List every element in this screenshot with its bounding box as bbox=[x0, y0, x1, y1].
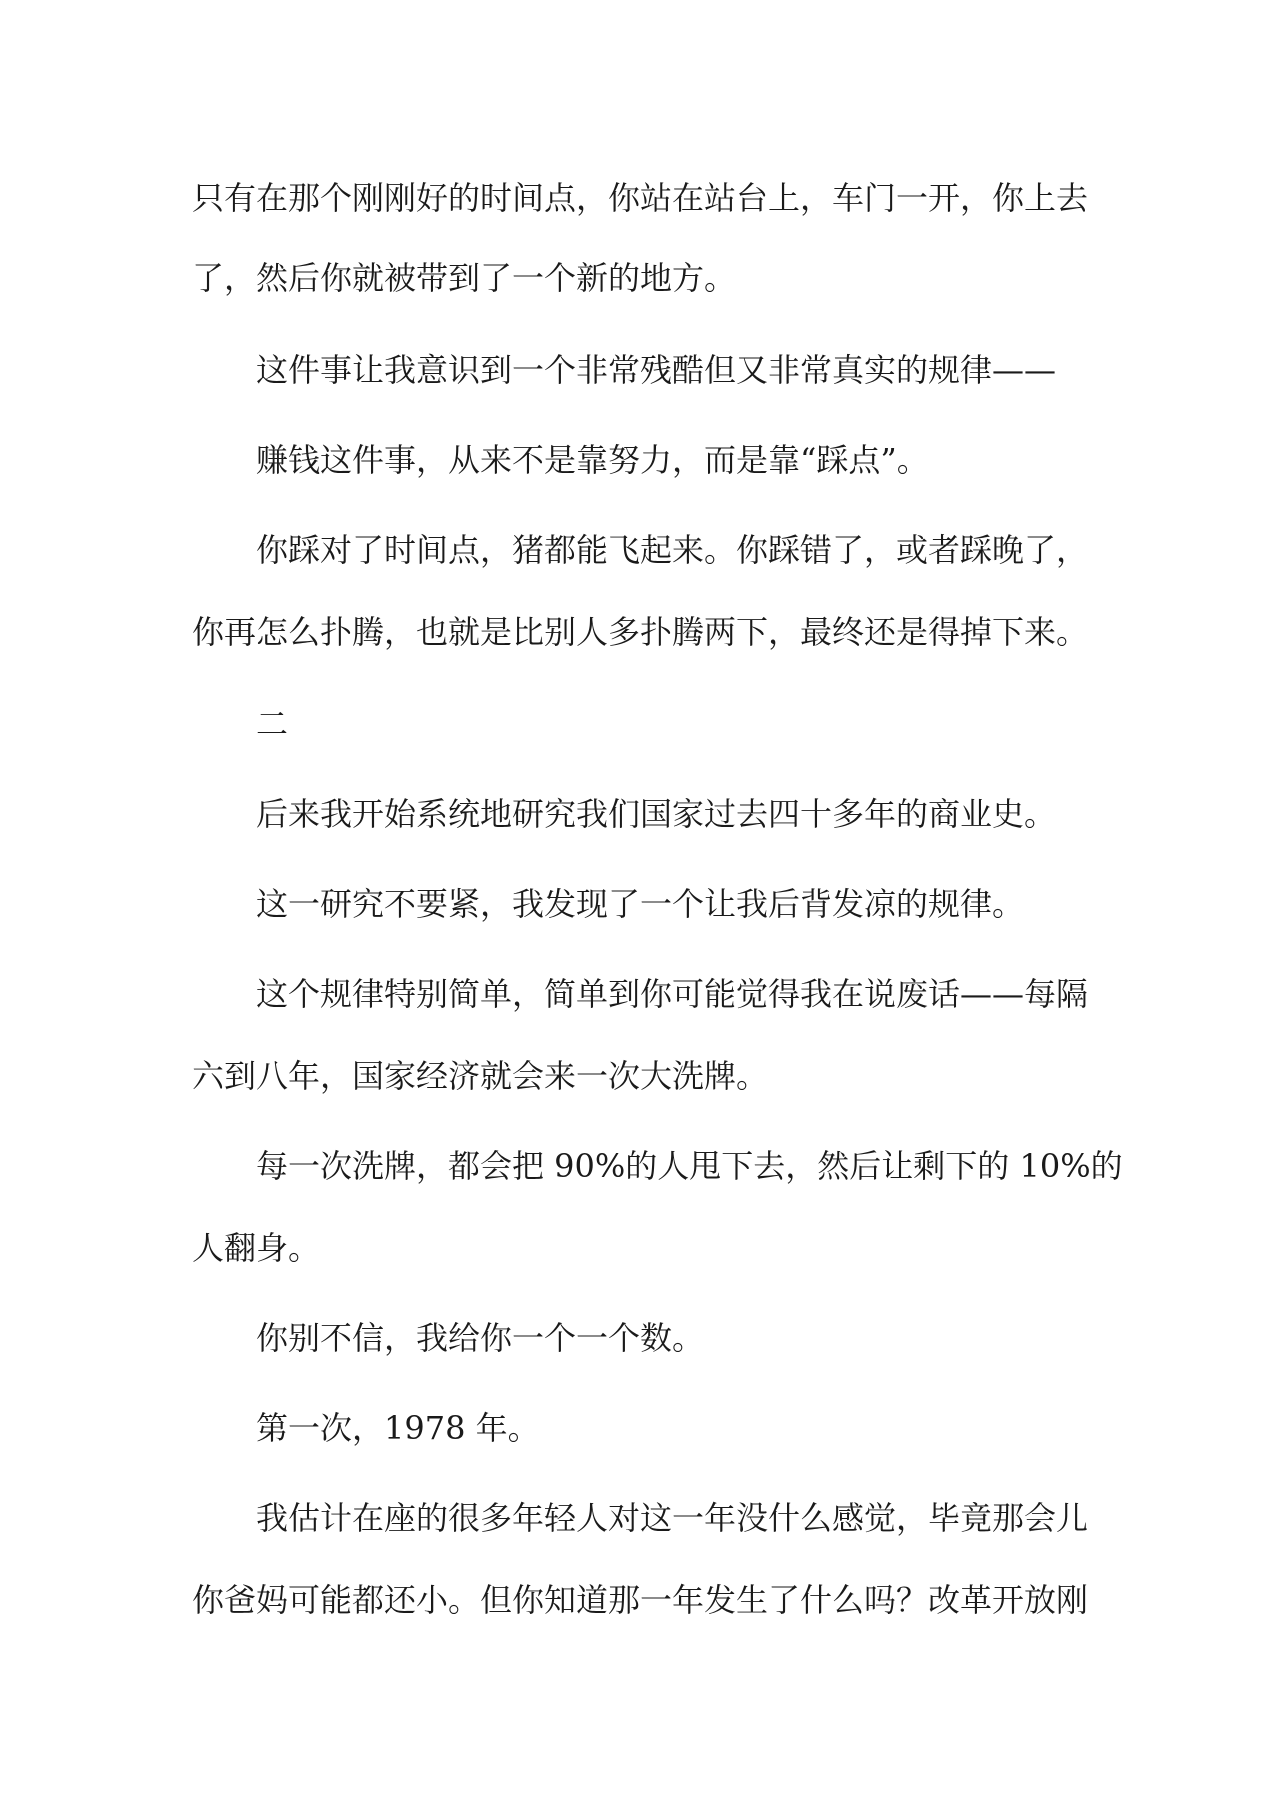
text-line: 赚钱这件事，从来不是靠努力，而是靠“踩点”。 bbox=[256, 441, 929, 479]
text-line: 每一次洗牌，都会把 90%的人甩下去，然后让剩下的 10%的 bbox=[256, 1147, 1123, 1185]
section-heading: 二 bbox=[256, 705, 289, 743]
text-line: 你别不信，我给你一个一个数。 bbox=[256, 1319, 705, 1357]
text-line: 只有在那个刚刚好的时间点，你站在站台上，车门一开，你上去 bbox=[192, 179, 1089, 217]
text-line: 人翻身。 bbox=[192, 1229, 321, 1267]
text-line: 六到八年，国家经济就会来一次大洗牌。 bbox=[192, 1057, 769, 1095]
text-line: 我估计在座的很多年轻人对这一年没什么感觉，毕竟那会儿 bbox=[256, 1499, 1089, 1537]
text-line: 了，然后你就被带到了一个新的地方。 bbox=[192, 259, 737, 297]
text-line: 后来我开始系统地研究我们国家过去四十多年的商业史。 bbox=[256, 795, 1057, 833]
text-line: 你踩对了时间点，猪都能飞起来。你踩错了，或者踩晚了， bbox=[256, 531, 1089, 569]
text-line: 这个规律特别简单，简单到你可能觉得我在说废话——每隔 bbox=[256, 975, 1089, 1013]
text-line: 你再怎么扑腾，也就是比别人多扑腾两下，最终还是得掉下来。 bbox=[192, 613, 1089, 651]
text-line: 这一研究不要紧，我发现了一个让我后背发凉的规律。 bbox=[256, 885, 1025, 923]
text-line: 第一次，1978 年。 bbox=[256, 1409, 540, 1447]
text-line: 这件事让我意识到一个非常残酷但又非常真实的规律—— bbox=[256, 351, 1057, 389]
text-line: 你爸妈可能都还小。但你知道那一年发生了什么吗？改革开放刚 bbox=[192, 1581, 1089, 1619]
